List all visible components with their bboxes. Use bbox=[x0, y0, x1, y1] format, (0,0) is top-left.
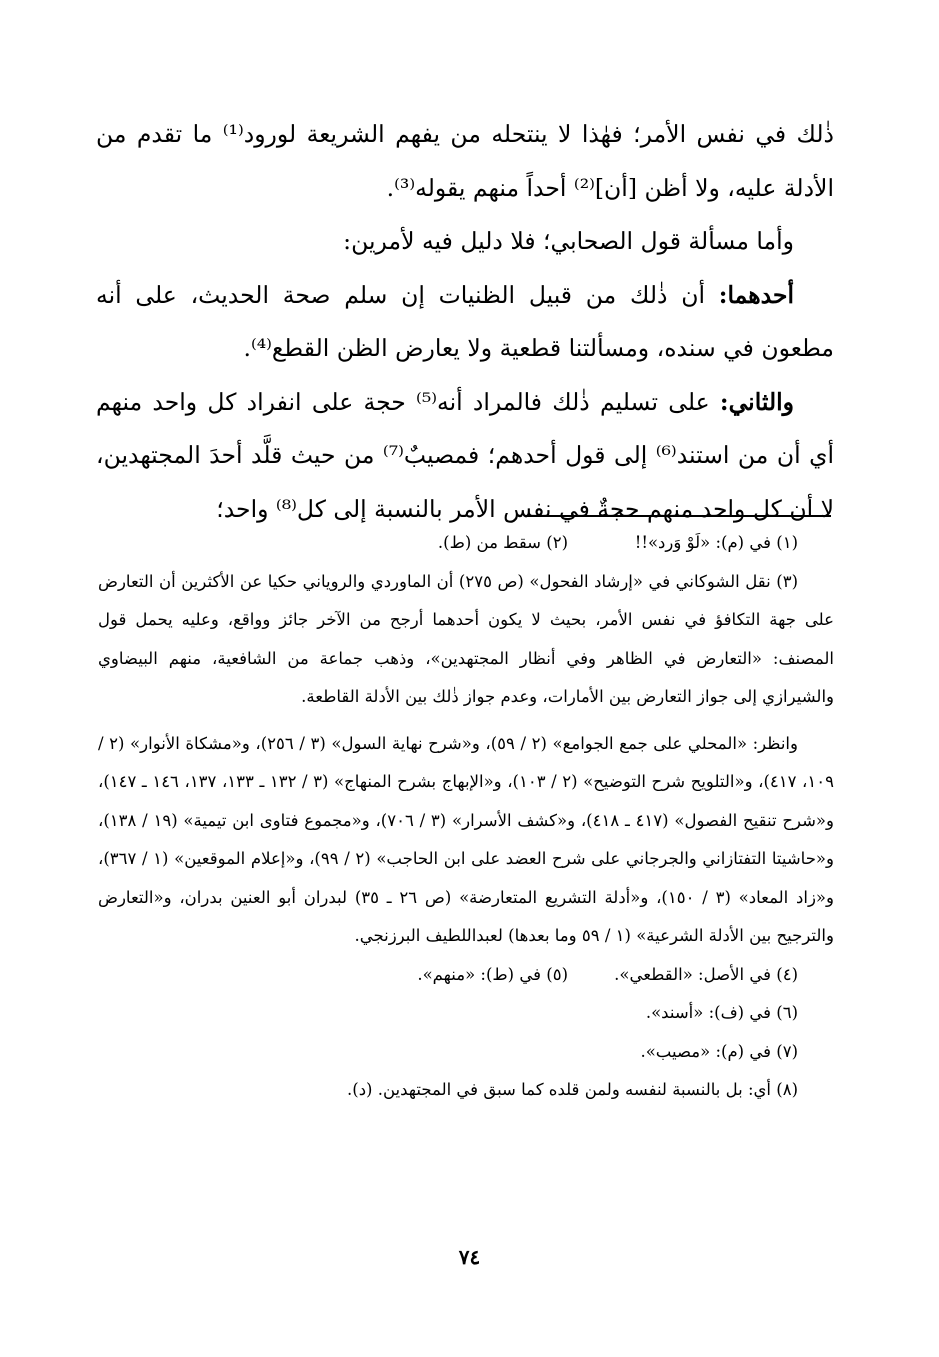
footnote-6: (٦) في (ف): «أسند». bbox=[645, 1003, 798, 1022]
paragraph-1: ذٰلك في نفس الأمر؛ فهٰذا لا ينتحله من يفهم الشريعة لورود⁽¹⁾ ما تقدم من الأدلة عليه، ولا أظن [أن]⁽²⁾ أحداً منهم يقوله⁽³⁾. bbox=[96, 120, 834, 202]
paragraph-2: وأما مسألة قول الصحابي؛ فلا دليل فيه لأمرين: bbox=[343, 227, 794, 255]
footnote-row-1-2 bbox=[98, 524, 834, 563]
footnote-5: (٥) في (ط): «منهم». bbox=[417, 964, 568, 984]
paragraph-3 bbox=[96, 269, 834, 376]
footnote-3: (٣) نقل الشوكاني في «إرشاد الفحول» (ص ٢٧٥) أن الماوردي والروياني حكيا عن الأكثرين أن التعارض على جهة التكافؤ في نفس الأمر، بحيث لا يكون أحدهما أرجح من الآخر جائز وواقع، وعليه يحمل قول المصنف: «التعارض في الظاهر وفي أنظار المجتهدين»، وذهب جماعة من الشافعية، منهم البيضاوي والشيرازي إلى جواز التعارض بين الأمارات، وعدم جواز ذٰلك بين الأدلة القاطعة. bbox=[98, 571, 834, 706]
footnote-gap bbox=[98, 717, 834, 725]
paragraph-4 bbox=[96, 376, 834, 537]
footnote-divider bbox=[526, 515, 831, 517]
footnote-2: (٢) سقط من (ط). bbox=[437, 533, 568, 552]
second-reason-text: على تسليم ذٰلك فالمراد أنه⁽⁵⁾ حجة على انفراد كل واحد منهم أي أن من استند⁽⁶⁾ إلى قول أحدهم؛ فمصيبٌ⁽⁷⁾ من حيث قلَّد أحدَ المجتهدين، لا أن كل واحد منهم حجةٌ في نفس الأمر بالنسبة إلى كل⁽⁸⁾ واحد؛ bbox=[96, 387, 834, 523]
page-number: ٧٤ bbox=[458, 1245, 481, 1269]
first-reason-text: أن ذٰلك من قبيل الظنيات إن سلم صحة الحديث، على أنه مطعون في سنده، ومسألتنا قطعية ولا يعارض الظن القطع⁽⁴⁾. bbox=[96, 280, 834, 362]
footnote-1: (١) في (م): «لَوْ وَرد»!! bbox=[634, 533, 798, 552]
main-text bbox=[96, 108, 834, 536]
footnote-8: (٨) أي: بل بالنسبة لنفسه ولمن قلده كما سبق في المجتهدين. (د). bbox=[347, 1080, 798, 1099]
first-reason-label: أحدهما: bbox=[718, 280, 794, 309]
second-reason-label: والثاني: bbox=[719, 387, 794, 416]
footnote-3-references: وانظر: «المحلي على جمع الجوامع» (٢ / ٥٩)، و«شرح نهاية السول» (٣ / ٢٥٦)، و«مشكاة الأنوار» (٢ / ١٠٩، ٤١٧)، و«التلويح شرح التوضيح» (٢ / ١٠٣)، و«الإبهاج بشرح المنهاج» (٣ / ١٣٢ ـ ١٣٣، ١٣٧، ١٤٦ ـ ١٤٧)، و«شرح تنقيح الفصول» (٤١٧ ـ ٤١٨)، و«كشف الأسرار» (٣ / ٧٠٦)، و«مجموع فتاوى ابن تيمية» (١٩ / ١٣٨)، و«حاشيتا التفتازاني والجرجاني على شرح العضد على ابن الحاجب» (٢ / ٩٩)، و«إعلام الموقعين» (١ / ٣٦٧)، و«زاد المعاد» (٣ / ١٥٠)، و«أدلة التشريع المتعارضة» (ص ٢٦ ـ ٣٥) لبدران أبو العنين بدران، و«التعارض والترجيح بين الأدلة الشرعية» (١ / ٥٩ وما بعدها) لعبداللطيف البرزنجي. bbox=[98, 733, 834, 945]
footnote-4: (٤) في الأصل: «القطعي». bbox=[614, 964, 798, 984]
footnotes bbox=[98, 524, 834, 1110]
footnote-row-4-5 bbox=[98, 956, 834, 995]
footnote-7: (٧) في (م): «مصيب». bbox=[640, 1041, 798, 1061]
